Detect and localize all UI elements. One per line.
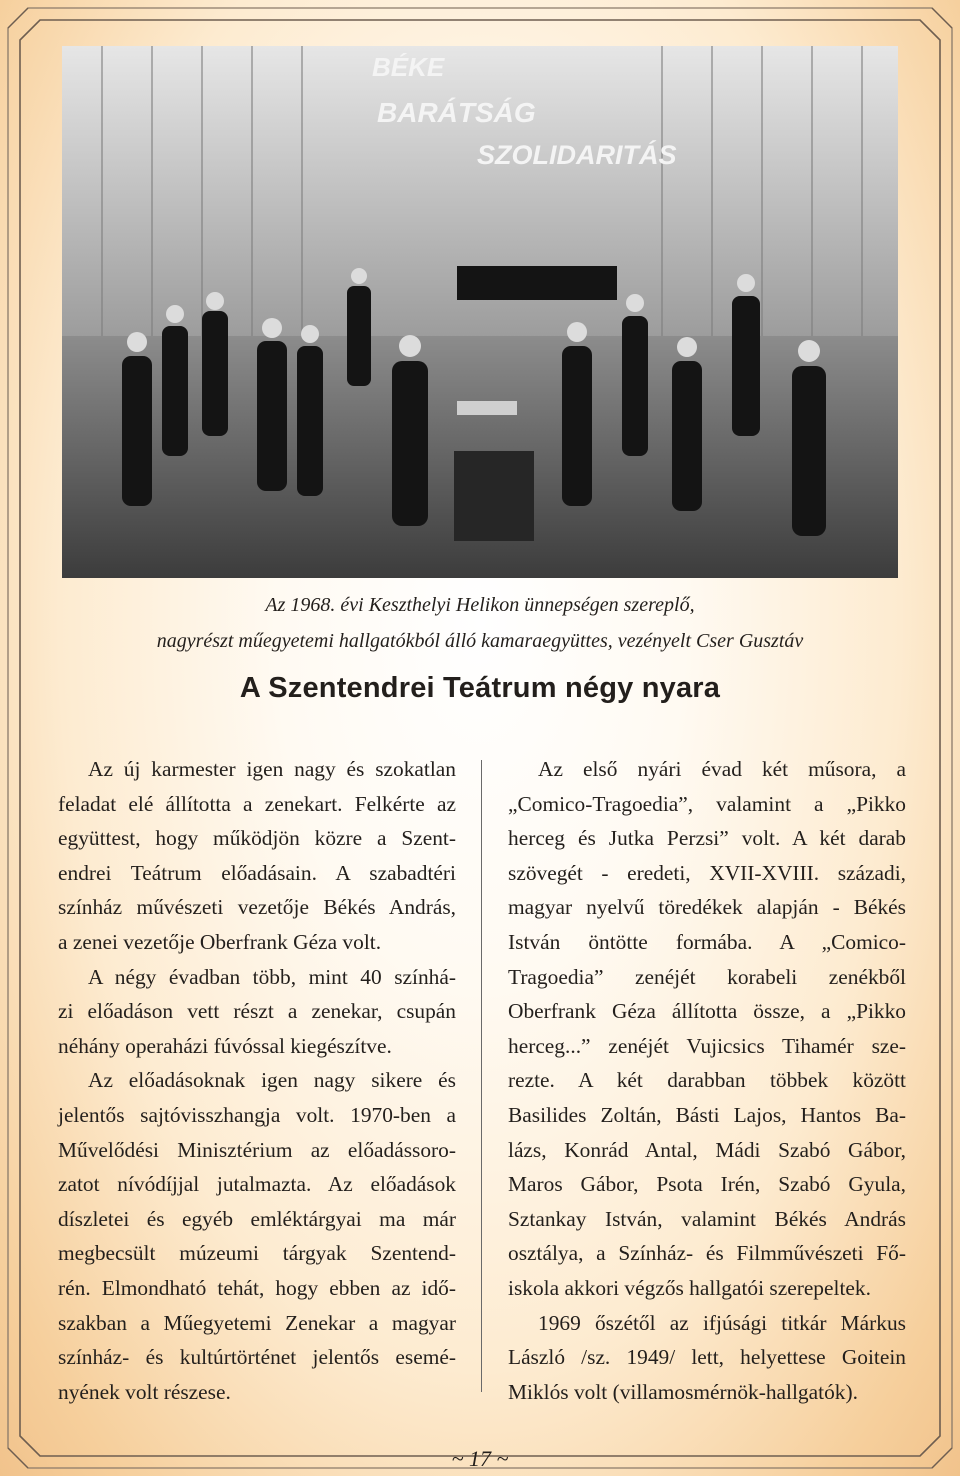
text-line: a zenei vezetője Oberfrank Géza volt. xyxy=(58,929,382,954)
text-line: osztálya, a Színház- és Filmművészeti Fő- xyxy=(508,1241,906,1266)
banner-text-2: BARÁTSÁG xyxy=(377,97,536,128)
text-line: Az első nyári évad két műsora, a xyxy=(538,757,906,781)
text-line: együttest, hogy működjön közre a Szent- xyxy=(58,826,456,851)
text-line: jelentős sajtóvisszhangja volt. 1970-ben a xyxy=(58,1102,456,1127)
text-line: feladat elé állította a zenekart. Felkérte az xyxy=(58,791,456,816)
text-line: Miklós volt (villamosmérnök-hallgatók). xyxy=(508,1379,858,1404)
left-text-column xyxy=(58,752,456,1409)
text-line: István öntötte formába. A „Comico- xyxy=(508,929,906,954)
text-line: rén. Elmondható tehát, hogy ebben az idő- xyxy=(58,1275,456,1300)
text-line: iskola akkori végzős hallgatói szerepeltek. xyxy=(508,1275,871,1300)
text-line: Maros Gábor, Psota Irén, Szabó Gyula, xyxy=(508,1172,906,1197)
text-line: zi előadáson vett részt a zenekar, csupán xyxy=(58,999,456,1024)
text-line: herceg...” zenéjét Vujicsics Tihamér sze- xyxy=(508,1033,906,1058)
text-line: megbecsült múzeumi tárgyak Szentend- xyxy=(58,1241,456,1266)
photo-caption-line-2: nagyrészt műegyetemi hallgatókból álló kamaraegyüttes, vezényelt Cser Gusztáv xyxy=(156,630,804,652)
page-number: ~ 17 ~ xyxy=(451,1446,509,1471)
right-text-column xyxy=(508,752,906,1409)
text-line: néhány operaházi fúvóssal kiegészítve. xyxy=(58,1033,392,1058)
photo-caption-line-1: Az 1968. évi Keszthelyi Helikon ünnepségen szereplő, xyxy=(265,594,695,616)
text-line: zatot nívódíjjal jutalmazta. Az előadások xyxy=(58,1172,456,1197)
text-line: Az előadásoknak igen nagy sikere és xyxy=(88,1068,456,1093)
text-line: szövegét - eredeti, XVII-XVIII. századi, xyxy=(508,860,906,885)
text-line: endrei Teátrum előadásain. A szabadtéri xyxy=(58,860,456,885)
text-line: nyének volt részese. xyxy=(58,1379,231,1404)
text-line: Művelődési Minisztérium az előadássoro- xyxy=(58,1137,456,1162)
article-title: A Szentendrei Teátrum négy nyara xyxy=(239,672,721,704)
text-line: A négy évadban több, mint 40 színhá- xyxy=(88,964,456,989)
text-line: Sztankay István, valamint Békés András xyxy=(508,1206,906,1231)
text-line: színház- és kultúrtörténet jelentős esemé- xyxy=(58,1345,456,1370)
text-line: színház művészeti vezetője Békés András, xyxy=(58,895,456,920)
text-line: díszletei és egyéb emléktárgyai ma már xyxy=(58,1206,456,1231)
text-line: szakban a Műegyetemi Zenekar a magyar xyxy=(58,1310,456,1335)
text-line: Az új karmester igen nagy és szokatlan xyxy=(88,757,456,781)
text-line: „Comico-Tragoedia”, valamint a „Pikko xyxy=(508,791,906,816)
text-line: Oberfrank Géza állította össze, a „Pikko xyxy=(508,999,906,1024)
orchestra-photo xyxy=(62,46,898,578)
text-line: Basilides Zoltán, Básti Lajos, Hantos Ba- xyxy=(508,1102,906,1127)
text-line: László /sz. 1949/ lett, helyettese Goitein xyxy=(508,1345,906,1370)
text-line: rezte. A két darabban többek között xyxy=(508,1068,906,1093)
text-line: herceg és Jutka Perzsi” volt. A két darab xyxy=(508,826,906,851)
text-line: lázs, Konrád Antal, Mádi Szabó Gábor, xyxy=(508,1137,906,1162)
banner-text-3: SZOLIDARITÁS xyxy=(477,140,677,170)
text-line: Tragoedia” zenéjét korabeli zenékből xyxy=(508,964,906,989)
banner-text-1: BÉKE xyxy=(372,52,445,82)
column-divider xyxy=(481,760,482,1392)
text-line: magyar nyelvű töredékek alapján - Békés xyxy=(508,895,906,920)
text-line: 1969 őszétől az ifjúsági titkár Márkus xyxy=(538,1310,906,1335)
